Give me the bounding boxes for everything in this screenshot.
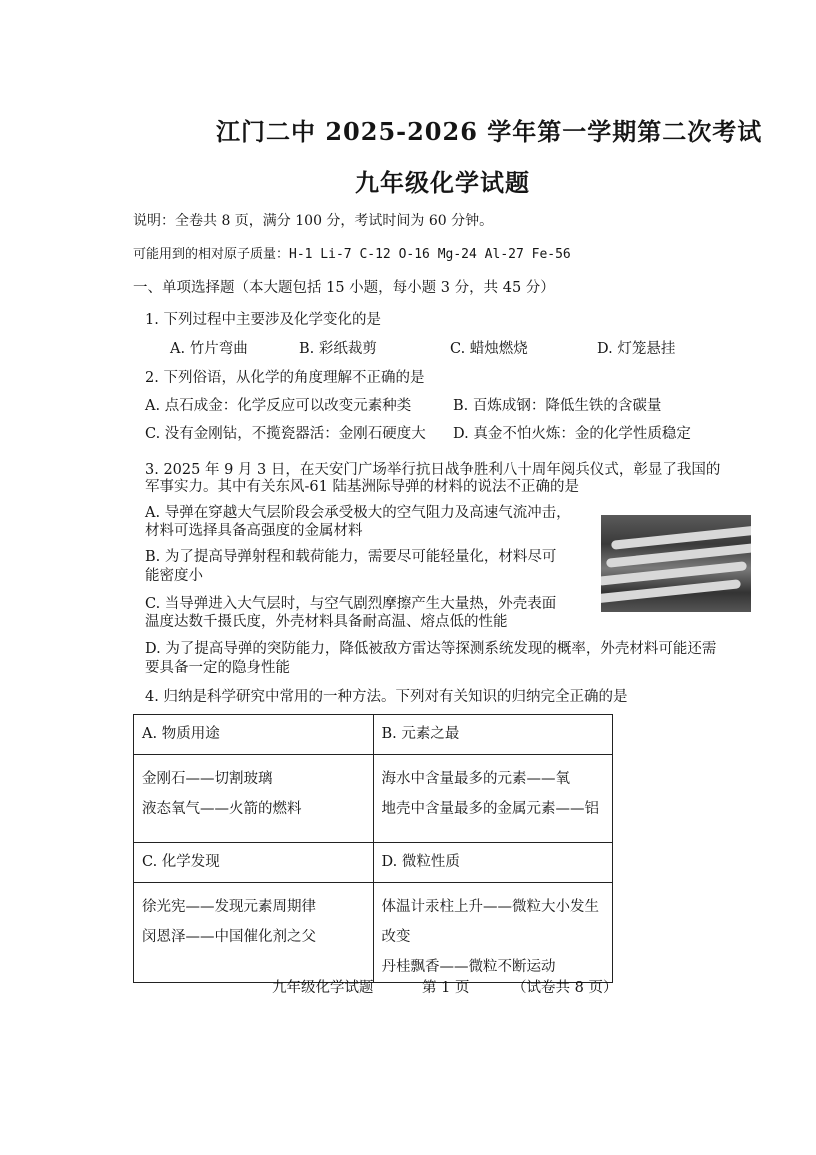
table-line: 地壳中含量最多的金属元素——铝	[381, 801, 599, 817]
question-3-option-b-line-1: B. 为了提高导弹射程和载荷能力，需要尽可能轻量化，材料尽可	[145, 549, 557, 565]
table-line: 金刚石——切割玻璃	[142, 771, 273, 787]
table-cell-a-content	[134, 755, 374, 843]
question-3-option-d-line-2: 要具备一定的隐身性能	[145, 660, 290, 676]
table-cell-d-content	[373, 883, 613, 983]
question-3-option-a-line-2: 材料可选择具备高强度的金属材料	[145, 523, 363, 539]
footer-total-pages: （试卷共 8 页）	[512, 980, 618, 996]
atomic-mass-reference: 可能用到的相对原子质量：H-1 Li-7 C-12 O-16 Mg-24 Al-27 Fe-56	[133, 247, 571, 262]
question-1-option-d: D. 灯笼悬挂	[597, 341, 676, 357]
question-2-stem: 2. 下列俗语，从化学的角度理解不正确的是	[145, 370, 425, 386]
table-cell-c-content	[134, 883, 374, 983]
question-4-table	[133, 714, 613, 983]
question-1-option-c: C. 蜡烛燃烧	[450, 341, 528, 357]
question-1-stem: 1. 下列过程中主要涉及化学变化的是	[145, 312, 381, 328]
table-line: 徐光宪——发现元素周期律	[142, 899, 316, 915]
table-cell-a-heading: A. 物质用途	[134, 715, 374, 755]
question-1-option-b: B. 彩纸裁剪	[299, 341, 377, 357]
question-2-option-d: D. 真金不怕火炼：金的化学性质稳定	[453, 426, 691, 442]
table-cell-d-heading: D. 微粒性质	[373, 843, 613, 883]
table-line: 丹桂飘香——微粒不断运动	[381, 959, 556, 975]
footer-subject: 九年级化学试题	[272, 980, 374, 996]
table-cell-b-content	[373, 755, 613, 843]
question-3-stem-line-2: 军事实力。其中有关东风-61 陆基洲际导弹的材料的说法不正确的是	[145, 479, 579, 495]
question-2-option-b: B. 百炼成钢：降低生铁的含碳量	[453, 398, 662, 414]
table-line: 海水中含量最多的元素——氧	[381, 771, 570, 787]
question-4-stem: 4. 归纳是科学研究中常用的一种方法。下列对有关知识的归纳完全正确的是	[145, 689, 628, 705]
question-2-option-c: C. 没有金刚钻，不揽瓷器活：金刚石硬度大	[145, 426, 426, 442]
table-line: 体温计汞柱上升——微粒大小发生改变	[381, 899, 599, 945]
question-3-option-d-line-1: D. 为了提高导弹的突防能力，降低被敌方雷达等探测系统发现的概率，外壳材料可能还需	[145, 641, 717, 657]
question-3-option-a-line-1: A. 导弹在穿越大气层阶段会承受极大的空气阻力及高速气流冲击，	[145, 505, 571, 521]
table-cell-b-heading: B. 元素之最	[373, 715, 613, 755]
table-line: 液态氧气——火箭的燃料	[142, 801, 302, 817]
question-3-option-c-line-1: C. 当导弹进入大气层时，与空气剧烈摩擦产生大量热，外壳表面	[145, 596, 557, 612]
exam-subtitle: 九年级化学试题	[355, 168, 530, 197]
question-3-option-c-line-2: 温度达数千摄氏度，外壳材料具备耐高温、熔点低的性能	[145, 614, 508, 630]
question-1-option-a: A. 竹片弯曲	[170, 341, 248, 357]
question-3-option-b-line-2: 能密度小	[145, 568, 203, 584]
question-2-option-a: A. 点石成金：化学反应可以改变元素种类	[145, 398, 412, 414]
exam-instructions: 说明：全卷共 8 页，满分 100 分，考试时间为 60 分钟。	[133, 213, 494, 229]
question-3-stem-line-1: 3. 2025 年 9 月 3 日，在天安门广场举行抗日战争胜利八十周年阅兵仪式，彰显了我国的	[145, 462, 721, 478]
exam-title: 江门二中 2025-2026 学年第一学期第二次考试	[216, 117, 763, 146]
missile-photo	[601, 515, 751, 612]
section-heading: 一、单项选择题（本大题包括 15 小题，每小题 3 分，共 45 分）	[133, 280, 555, 296]
table-cell-c-heading: C. 化学发现	[134, 843, 374, 883]
footer-page-number: 第 1 页	[422, 980, 470, 996]
table-line: 闵恩泽——中国催化剂之父	[142, 929, 316, 945]
